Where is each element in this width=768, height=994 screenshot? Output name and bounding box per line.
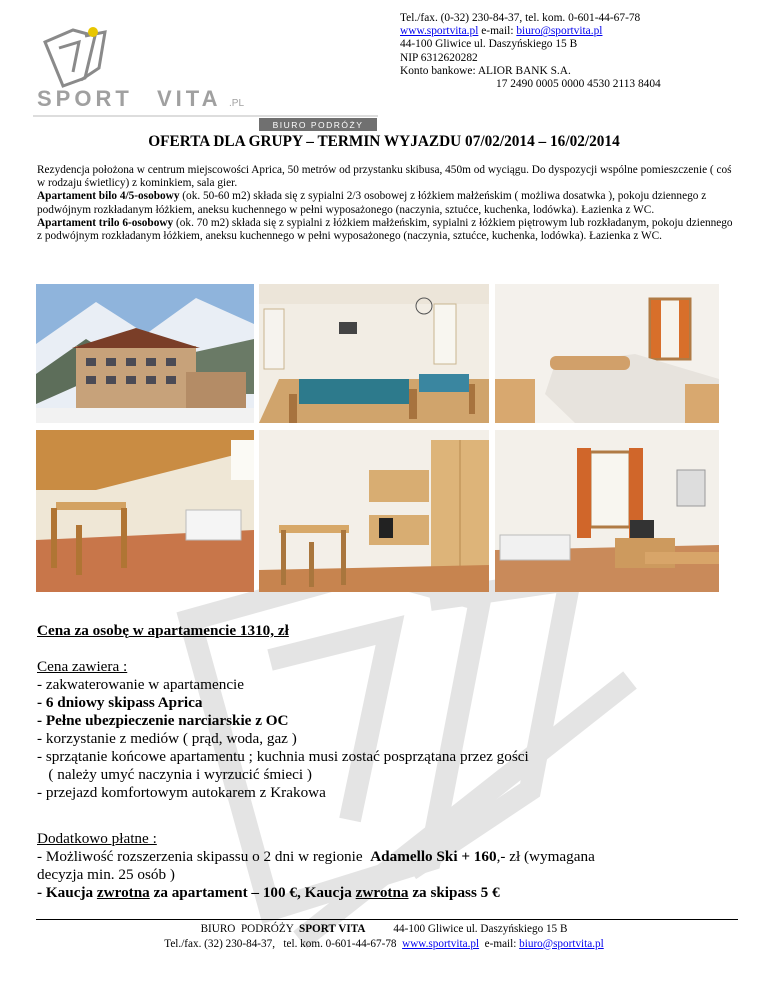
include-item: - zakwaterowanie w apartamencie xyxy=(37,676,245,693)
extra-text: za skipass 5 € xyxy=(408,884,500,901)
footer-phone: Tel./fax. (32) 230-84-37, tel. kom. 0-601-44-67-78 xyxy=(164,937,403,950)
include-item: ( należy umyć naczynia i wyrzucić śmieci ) xyxy=(37,766,312,783)
price-per-person: Cena za osobę w apartamencie 1310, zł xyxy=(37,622,289,639)
footer-line-2 xyxy=(0,937,768,952)
offer-title: OFERTA DLA GRUPY – TERMIN WYJAZDU 07/02/2014 – 16/02/2014 xyxy=(148,133,620,150)
footer-email-link[interactable]: biuro@sportvita.pl xyxy=(519,937,604,950)
contact-block xyxy=(400,12,661,91)
extra-item-deposit xyxy=(37,884,737,902)
photo-bedroom xyxy=(495,284,719,423)
photo-hotel-exterior xyxy=(36,284,254,423)
price-includes-section xyxy=(37,658,737,802)
sport-vita-logo xyxy=(33,20,378,132)
email-link[interactable]: biuro@sportvita.pl xyxy=(516,25,603,38)
photo-kitchen xyxy=(259,430,489,592)
extra-text: zwrotna xyxy=(355,884,409,901)
contact-account: 17 2490 0005 0000 4530 2113 8404 xyxy=(496,78,661,91)
extra-text: za apartament – 100 €, Kaucja xyxy=(149,884,356,901)
bilo-description xyxy=(37,190,737,216)
includes-heading: Cena zawiera : xyxy=(37,658,128,675)
contact-web-email xyxy=(400,25,661,38)
intro-text xyxy=(37,164,737,243)
footer-line-1 xyxy=(0,922,768,937)
svg-text:VITA: VITA xyxy=(157,86,222,111)
extra-item-skipass xyxy=(37,848,737,866)
trilo-description xyxy=(37,217,737,243)
extra-item-decision: decyzja min. 25 osób ) xyxy=(37,866,175,883)
residence-description: Rezydencja położona w centrum miejscowości Aprica, 50 metrów od przystanku skibusa, 450m od wyciągu. Do dyspozycji wspólne pomieszczenie ( coś w rodzaju świetlicy) z kominkiem, sala gier. xyxy=(37,164,732,190)
photo-common-room xyxy=(259,284,489,423)
photo-lounge xyxy=(495,430,719,592)
svg-text:SPORT: SPORT xyxy=(37,86,133,111)
trilo-text: (ok. 70 m2) składa się z sypialni z łóżkiem małżeńskim, sypialni z łóżkiem piętrowym lub rozkładanym, pokoju dziennego z podwójnym rozkładanym łóżkiem, aneksu kuchennego w pełni wyposażonego (naczynia, sztućce, kuchenka, lodówka). Łazienka z WC. xyxy=(37,216,733,243)
include-item: - sprzątanie końcowe apartamentu ; kuchnia musi zostać posprzątana przez gości xyxy=(37,748,529,765)
svg-text:BIURO PODRÓŻY: BIURO PODRÓŻY xyxy=(272,120,364,130)
footer-text: BIURO PODRÓŻY xyxy=(200,923,299,935)
extra-text: - xyxy=(37,884,46,901)
email-label: e-mail: xyxy=(481,25,514,38)
extra-text: ,- zł (wymagana xyxy=(496,848,595,865)
footer-company: SPORT VITA xyxy=(298,923,366,935)
include-item: - Pełne ubezpieczenie narciarskie z OC xyxy=(37,712,289,729)
svg-text:.PL: .PL xyxy=(229,98,245,109)
footer-divider xyxy=(36,919,738,920)
extra-heading: Dodatkowo płatne : xyxy=(37,830,157,847)
website-link[interactable]: www.sportvita.pl xyxy=(400,25,479,38)
include-item: - 6 dniowy skipass Aprica xyxy=(37,694,203,711)
contact-nip: NIP 6312620282 xyxy=(400,51,478,64)
contact-address: 44-100 Gliwice ul. Daszyńskiego 15 B xyxy=(400,38,578,51)
bilo-text: (ok. 50-60 m2) składa się z sypialni 2/3 osobowej z łóżkiem małżeńskim ( możliwa dosatwka ), pokoju dziennego z podwójnym rozkładanym łóżkiem, aneksu kuchennego w pełni wyposażonego (naczynia, sztućce, kuchenka, lodówka). Łazienka z WC. xyxy=(37,190,707,216)
contact-bank: Konto bankowe: ALIOR BANK S.A. xyxy=(400,64,571,77)
bilo-label: Apartament bilo 4/5-osobowy xyxy=(37,190,180,203)
extra-text: zwrotna xyxy=(96,884,150,901)
footer-website-link[interactable]: www.sportvita.pl xyxy=(402,937,480,950)
extra-costs-section xyxy=(37,830,737,902)
footer-address: 44-100 Gliwice ul. Daszyńskiego 15 B xyxy=(365,923,568,935)
extra-text: - Możliwość rozszerzenia skipassu o 2 dni w regionie xyxy=(37,848,371,865)
include-item: - korzystanie z mediów ( prąd, woda, gaz ) xyxy=(37,730,297,747)
extra-adamello: Adamello Ski + 160 xyxy=(370,848,497,865)
contact-phone: Tel./fax. (0-32) 230-84-37, tel. kom. 0-601-44-67-78 xyxy=(400,12,641,24)
photo-attic-living-room xyxy=(36,430,254,592)
trilo-label: Apartament trilo 6-osobowy xyxy=(37,216,174,229)
include-item: - przejazd komfortowym autokarem z Krakowa xyxy=(37,784,326,801)
extra-text: Kaucja xyxy=(45,884,97,901)
footer xyxy=(0,922,768,951)
footer-email-label: e-mail: xyxy=(479,937,520,950)
